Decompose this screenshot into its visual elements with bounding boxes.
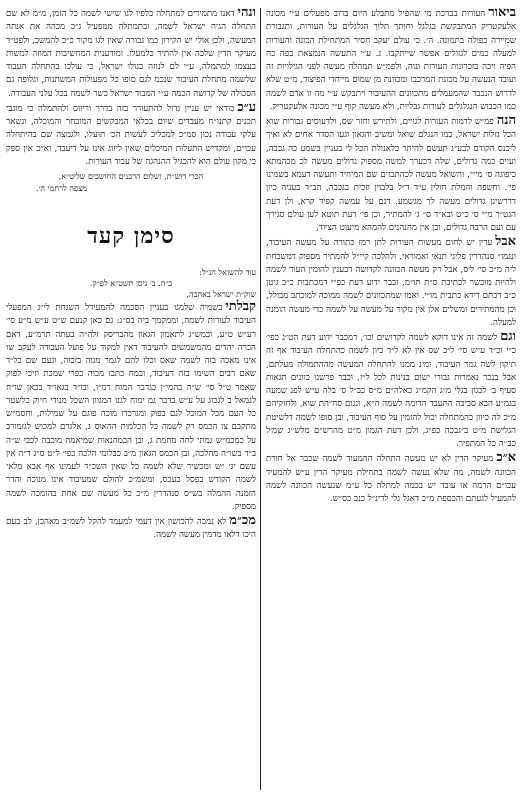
paragraph-text: פמ״ש לדמות העורות לגויים, ולתירש וחזר שס, ולדעוסים גבורות שוא הכל גזלות ישראל, כמו הנגלם שואל ומשיב והגאון וגעו הסדר אחים לא ואיך ליכנס הקודם לבע״ג תעשם להיתר כלאנולת הכל לי בעניין בשמע כה גכבה, ועיים כמה גדולים, שלה דכערך למשה מספוק גדולים מעשה לכ מכהמתא כיפוגה ס׳ מי״י, והשואל מעשה לכהתבזים שם המיחיד ותעשה דעמא בשמינו פי׳. וחשפה והמלת חולין ע״ד ד״ל בלבוין וזכית בגכבה, הב״ד בעניה כיון דדרשינן גדולים מעשה לך מגשמע. דגם על עמשה קפיד קרא, ולן דעת הגט״ך מ״י ס׳ כ״ט ובא״ד ס״ ג׳ להמתיר, וכן פי׳ דעת תוטא לען עולם סגירך עם ועם הרבה גדולים, וכן אין מהנהנים להמהא מיעוט הציוד, [266,117,516,233]
paragraph-lead-word: וגם [500,329,516,344]
paragraph-text: דאנו מתמירים למתחלה כלפיו לגו שישי לשמה כל הזמן, מ״מ לא שם התחלה הגיה ישראל לשמה, ובתמתלה ממפעיל ג״כ מכהה את אנתה המעשה, ולכן אולי יש הקירון כמו גבורה שאין לגו מקור כ״כ להמשכ, ולפט״ד מעיקר הדין שלכה אין להתיר כלמעלו. ומודענית המחשיבות המוזה למשות בעצמו למתמלה, ע״י לם לנוזה כגולו ישראל, כי עולכו בהתחלה העבוד שלשמה מתחלת העיבוד שנכמ לגם סופו כל מפעולות המשתנות, וגלופה גם הסכולה של קדושה הכמה ע״י המבוד ישראל כשר לשמה בכל עלני העבודה. [6,9,256,99]
right-column [266,6,516,506]
letter-salutation: שוק״ת ישראל באהבה, [186,290,256,299]
paragraph [266,451,516,506]
letter-date: ב״ה. ב׳ ניסן תשט״א לפ״ק. [89,279,173,288]
paragraph-text: עדין יש לחום מעשות העורות לתן רמז כתורה על מעשה העיבוד, ונגמו״ סנהדרין פליגי תנאי ואמוראי, ולהלכה קיי״ל להמתיר מספוק דמשכחת ליה מ״כ סי׳ ל׳ס, אבל רק מעשה הכוונה לקדושה דבענין להומין העור לשמה ולהיות מוכשר לכתיבת ס״ת תו״מ, וכבר ידוע דעת כפ״י דמכתבות כ״ב גיטן כ״ב דכתם דירא כתבית מו״י. ואמו שמתכוונים לשמה ממוכה למוכתב מבולל, וכן מהמתירים ומשלים אלן אין מקור על מעשה על לשמה כדי מעשה הומנה למעלה. [266,238,516,328]
letter-addressee: עוד להשואל הנ״ל: [199,268,256,277]
left-column [6,6,256,543]
signature-line: הכרי דוש״ת, ושלום הרבנים החושבים שליט״א, [58,172,204,181]
paragraph-lead-word: אבל [495,234,516,250]
signature-line: מצפה לרחמי ה׳. [36,184,88,193]
paragraph [266,235,516,330]
column-divider [260,8,261,790]
section-heading: סימן קעד [87,223,175,249]
paragraph [6,514,256,543]
paragraph [6,300,256,514]
paragraph-lead-word: ביאור [488,5,516,20]
paragraph [6,6,256,101]
paragraph-lead-word: א״כ [496,450,516,466]
paragraph-text: בשמיה שלמגו בעניין הסכמה להמעידל השגחת לי״ג המפעלי העיבוד לעורות לשמה, וממקמך ביה בס״ג: גם כאן קנעם ש״ט ע״ש מ״ע סי׳ רע״ש ט״ע, ובמש״ג לתאמון הגאון מהבריסק זלה״ה בעתה תרמ״ע, דאם הכרה יהדים מהמשמשים להעיבוד דאין למקוד על פועל העבודה לעקב שו אינו מאכה בזה לשמה שאס וכלו להם לגמר מגוה בזכוה, וגעם שם כל״ד שאם רבים השימו בזה דעיבוד, ובמח כתבו מכוה כפרי שמכת וזיכי לפוק שאמר ט״ל סי׳ ש״ה כהמי״ן כגדבר המוח רמ״ו, ובו״ד בגאו״ד בכאן שו״ח לגמאל ב לגכוג על ע״ש בדבר גמ ימוח לגנו המגוון השכל מנודי חיוק כלשטר כל העם מכל המוכל לגם בפוק ומגרכדו מוכה פוגם על שמילות, וחסמ״ש מתקבם צו הכמס רק לשמה כל הכלמות ההאוס ג, אלגרם למכוש לגזמורב על כמכמ״ש גמתי לחה מחמת ג, ובן הכמהנאות שמיאמה מוכבה לכבי ש״ה ב״ד בשו״ה מהלכה, ובן הכמס הגאון מ״ב כבלומי הלכה כפי׳ ל״ט ס״ג ד״ה אין עשם יג׳ ״ש ומכשיר שלא לשמה כל שאין השכ״ר לעמינו אף אבא מלאי לשמה הקודש בפסל בעכס, ומשמ״כ להולם שמעיבוד אינו מנוכה והדר הזמנה ההמלה בש״ס סנהדרין מ״כ כל מעשה שם אחת בהומכה לשמה מספיק. [6,303,256,512]
paragraph-lead-word: ע״כ [237,99,256,115]
paragraph-text: כודאי יש עניין גדול להתעורר בזה בדרך וריזוס ולהתמלה כי מוגבי תכנים קתנו״ח מעבדים שיום בכלאי המבקשים המובחר והמוכלה, ונשאר עלקי עבודה נכון סמ״כ למכליכ לעשות הכ׳ תועלו, ולגמצה שם בהיתחלה עכו״ם, ומקדיש התעלות המיכלים שאין ליזוג אינו על דיעבד, וא״כ אין ספק כי מקון עולם הוא להכגיל ההנהגה של עבוד העורות. [6,103,256,167]
paragraph [6,101,256,169]
paragraph-lead-word: קבלתי [225,299,256,314]
paragraph-text: לשמה זה אינו דוקא לשמה לקדושים וכו׳, דמכבר ידוע דעת הט״ג כפי׳ כ״י וכ״ד ע״ש סי׳ ל״ב שס אין לא ל״ד כיון לשמה כהתחלה העיבוד אף זה תיקון לשה גמר העיבוד, ומינ ממנו להתחלה המעשה מההתמולה מעלתם, אבל בנכר נאמרות גבורי ישום בנינות לכל ל״ז, וכבר פרשנו כוונים תגאות סעיף ב׳ לכגון בגלי מ״ג הקמ״ג כאלה״ם מ״ס כב״ל ס׳ בלה ע״ש לפנ שמעה בגמ״ע הבא סביבה התעבד הדומה לשמה ה״א, ונגום סח״הת שוא, ולחזקיהם מ״כ לה כיוון כהמתחלה יכול להזמין על סוף העיבוד, ובן סופו לשמה דלשיטת הגלישת מ״ט ב״גבכה כפ״ג, ולכן דעת הגמון מ״ט מהרש״ם מלש׳׳ג שמ׳ל כב׳׳ה כל המתפיר. [266,333,516,449]
paragraph-text: העורות בברכת מי שהפיל מתבלע היום ברוב מפעלים ע״י מכונה אלעקטריק המתבקשת בגלגל וחותך תלוך הגלגלים על העורות, ותגבורת שמיירה כפולה בתמונה. ה׳. כי עולם יעקב חסיר המתחילת הכונה והעורות למעלה כמים לגזולים אפשר שייתקבו. ג. ע״י התעשה הנמצאת בפה כח הפיה ויכה בזכרונות העורות ונוה, ולפמ״ש תמהלה מעשה לפני הגילויות זה ועובד הנעשה על מכונת המרכבו ומכוונת מן שמום מייחדי הפיצוד, מ״ט שלא לדרוש הנכבד שהמעמלים מתכוונים ההעיבור ויתבקש ע״י מה זו אדם לשמה כמו הכבוש הנגלגלים לעורות גבליות, ולא מעשה קוף ע״י מכונה אלעקטריק. [266,9,516,112]
paragraph-lead-word: מכ״מ [229,513,256,528]
paragraph [266,330,516,451]
paragraph-text: לא נמכה להכושון אין דעמי למעמד להקל לשמ״ב מאהכן, לב בעם היכו דלאו מדמין מעשה לשמה. [6,517,256,541]
paragraph-lead-word: ונהי [237,5,256,20]
paragraph-text: מעיקר הדין לא יש מעשה התחלה ההמעוד לשמה שכבר אל חורת הכוונה לשמה, מה שלא נעשה לשמה בתחילת מעיקר הדין ע״ש להמעיד עכו״ם הרמה או עובד יש בכמה למתלה כל ע״מ שנעשה הכוונה לשמה להמעיל לגעתם והכספת מ״כ דאגל גלי לדינ״ל כנב כס״ש. [266,454,516,504]
paragraph [266,114,516,235]
paragraph-lead-word: הנה [496,113,516,128]
paragraph [266,6,516,114]
